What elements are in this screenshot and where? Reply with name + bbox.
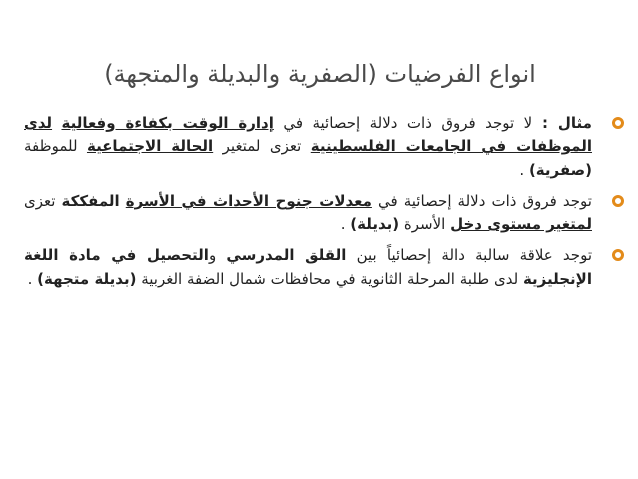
bullet-text-segment: توجد فروق ذات دلالة إحصائية في <box>371 191 592 210</box>
bullet-item <box>24 112 624 182</box>
bullet-text-segment: الحالة الاجتماعية <box>86 137 214 156</box>
bullet-text-segment: تعزى لمتغير <box>213 137 311 156</box>
bullet-text-segment: . <box>27 269 38 288</box>
bullet-text-segment: (صفرية) <box>528 160 592 179</box>
bullet-text-segment: المفككة <box>61 191 120 210</box>
bullet-text-segment: و <box>208 246 227 265</box>
bullet-text-segment: إدارة الوقت بكفاءة وفعالية <box>61 114 274 132</box>
bullet-text-segment: . <box>519 160 529 179</box>
bullet-text-segment: معدلات جنوح الأحداث في الأسرة <box>125 191 372 210</box>
bullet-list <box>24 112 624 299</box>
bullet-text-segment: مثال : <box>532 114 592 132</box>
bullet-text-segment: للموظفة <box>24 137 87 156</box>
bullet-item <box>24 244 624 291</box>
bullet-text-segment: لمتغير مستوى دخل <box>450 215 592 233</box>
bullet-text-segment: التحصيل في مادة اللغة الإنجليزية <box>24 246 592 288</box>
bullet-text-segment: . <box>340 215 351 233</box>
bullet-text <box>24 114 592 179</box>
slide-title: انواع الفرضيات (الصفرية والبديلة والمتجهة) <box>104 60 536 88</box>
bullet-circle-icon <box>612 249 624 261</box>
bullet-text-segment: لدى طلبة المرحلة الثانوية في محافظات شمال الضفة الغربية <box>136 269 523 288</box>
bullet-text-segment: توجد علاقة سالبة دالة إحصائياً بين <box>346 246 593 265</box>
bullet-text <box>24 246 592 287</box>
bullet-text-segment: لدى الموظفات في الجامعات الفلسطينية <box>24 114 592 156</box>
bullet-text-segment: (بديلة) <box>350 215 400 233</box>
bullet-circle-icon <box>612 117 624 129</box>
bullet-text <box>24 192 592 233</box>
bullet-text-segment: القلق المدرسي <box>226 246 347 265</box>
bullet-circle-icon <box>612 195 624 207</box>
bullet-text-segment: الأسرة <box>399 215 451 233</box>
bullet-text-segment: لا توجد فروق ذات دلالة إحصائية في <box>273 114 533 132</box>
bullet-item <box>24 190 624 237</box>
bullet-text-segment: تعزى <box>24 191 62 210</box>
bullet-text-segment: (بديلة متجهة) <box>37 269 137 288</box>
